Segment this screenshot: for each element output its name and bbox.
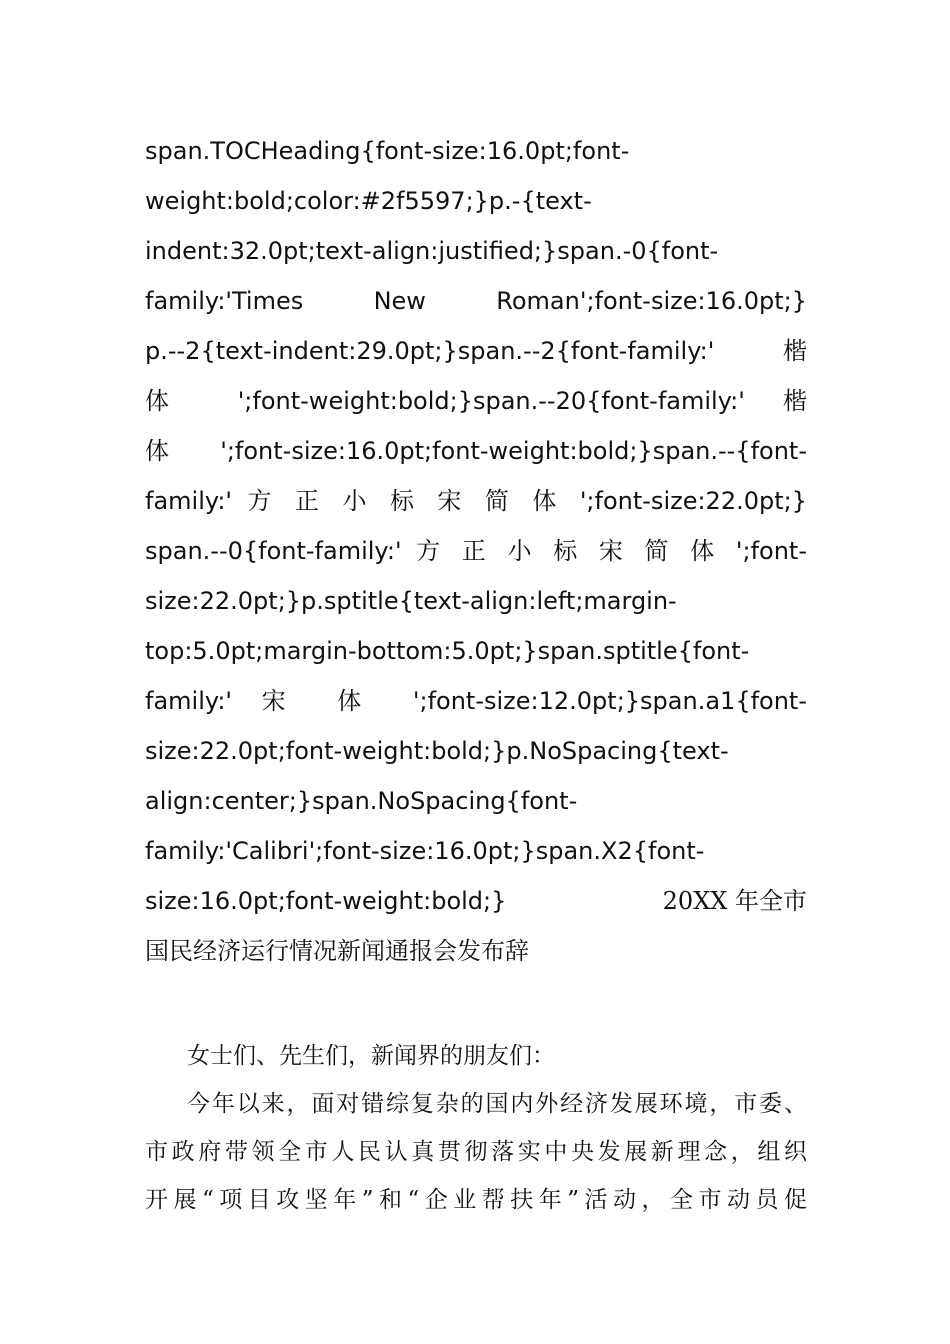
css-line: align:center;}span.NoSpacing{font- bbox=[145, 787, 578, 815]
css-line-tail: size:16.0pt;font-weight:bold;} bbox=[145, 887, 507, 915]
css-line: family:' 宋 体 ';font-size:12.0pt;}span.a1{font- bbox=[145, 687, 807, 715]
css-line: 体 ';font-size:16.0pt;font-weight:bold;}span.--{font- bbox=[145, 437, 807, 465]
css-line: weight:bold;color:#2f5597;}p.-{text- bbox=[145, 187, 592, 215]
css-line: family:'Calibri';font-size:16.0pt;}span.X2{font- bbox=[145, 837, 705, 865]
paragraph-line: 市政府带领全市人民认真贯彻落实中央发展新理念，组织 bbox=[145, 1139, 807, 1165]
css-line: span.TOCHeading{font-size:16.0pt;font- bbox=[145, 137, 630, 165]
greeting-line: 女士们、先生们，新闻界的朋友们： bbox=[187, 1043, 555, 1069]
document-content bbox=[145, 126, 807, 1224]
css-line: family:' 方 正 小 标 宋 简 体 ';font-size:22.0pt;} bbox=[145, 487, 807, 515]
css-line: family:'Times New Roman';font-size:16.0pt;} bbox=[145, 287, 807, 315]
paragraph-line: 开展“项目攻坚年”和“企业帮扶年”活动，全市动员促 bbox=[145, 1187, 807, 1213]
title-line bbox=[145, 876, 807, 926]
paragraph-line: 今年以来，面对错综复杂的国内外经济发展环境，市委、 bbox=[187, 1091, 807, 1117]
css-line: p.--2{text-indent:29.0pt;}span.--2{font-family:' 楷 bbox=[145, 337, 807, 365]
css-line: span.--0{font-family:' 方 正 小 标 宋 简 体 ';font- bbox=[145, 537, 807, 565]
spacer bbox=[145, 976, 807, 1032]
css-line: indent:32.0pt;text-align:justified;}span.-0{font- bbox=[145, 237, 719, 265]
css-line: size:22.0pt;font-weight:bold;}p.NoSpacing{text- bbox=[145, 737, 729, 765]
css-line: top:5.0pt;margin-bottom:5.0pt;}span.sptitle{font- bbox=[145, 637, 750, 665]
document-title-start: 20XX 年全市 bbox=[662, 887, 807, 915]
document-title-continuation: 国民经济运行情况新闻通报会发布辞 bbox=[145, 937, 529, 965]
css-line: size:22.0pt;}p.sptitle{text-align:left;margin- bbox=[145, 587, 677, 615]
css-text-block bbox=[145, 126, 807, 976]
css-line: 体 ';font-weight:bold;}span.--20{font-family:' 楷 bbox=[145, 387, 807, 415]
